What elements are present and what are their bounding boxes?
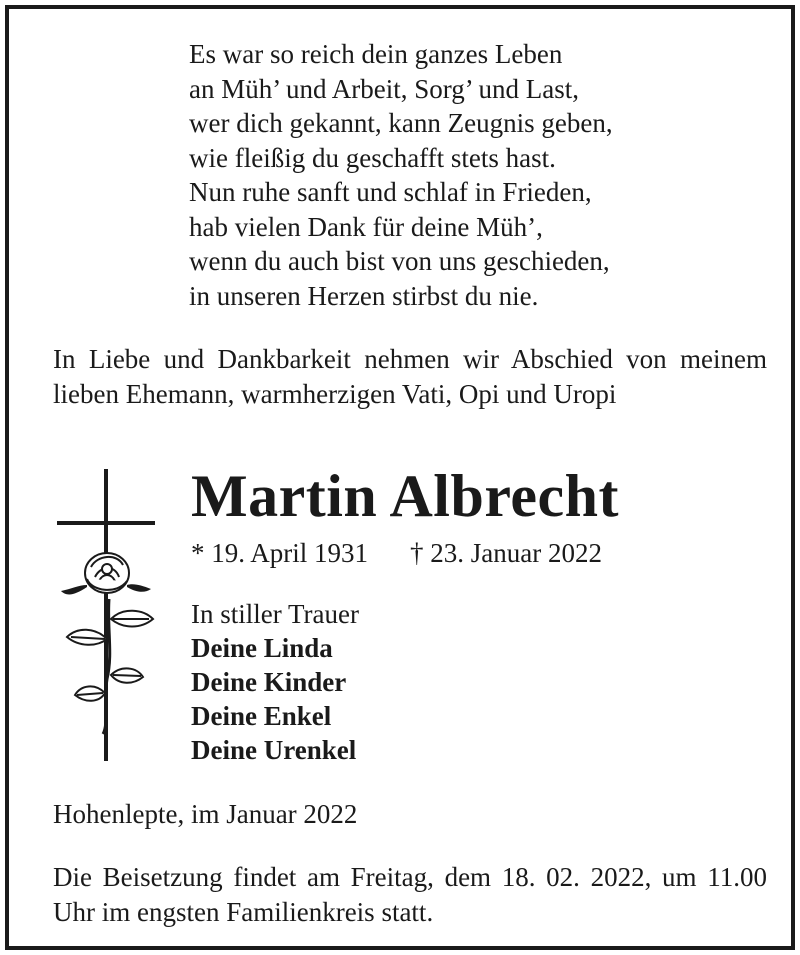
mourner-name: Deine Urenkel — [191, 735, 357, 765]
death-date: † 23. Januar 2022 — [410, 538, 602, 568]
mourner-name: Deine Enkel — [191, 701, 332, 731]
mourners-heading: In stiller Trauer — [191, 599, 359, 629]
birth-date: * 19. April 1931 — [191, 538, 369, 568]
poem-line: an Müh’ und Arbeit, Sorg’ und Last, — [189, 73, 579, 104]
cross-with-rose-icon — [57, 469, 167, 764]
mourner-name: Deine Linda — [191, 633, 333, 663]
life-dates — [191, 535, 602, 571]
intro-text: In Liebe und Dankbarkeit nehmen wir Abschied von meinem lieben Ehemann, warmherzigen Vati, Opi und Uropi — [53, 344, 767, 409]
poem-line: Es war so reich dein ganzes Leben — [189, 39, 563, 69]
poem — [189, 37, 613, 313]
place-date: Hohenlepte, im Januar 2022 — [53, 799, 358, 829]
poem-line: wie fleißig du geschafft stets hast. — [189, 142, 556, 173]
funeral-notice: Die Beisetzung findet am Freitag, dem 18. 02. 2022, um 11.00 Uhr im engsten Familienkreis statt. — [53, 862, 767, 927]
mourner-name: Deine Kinder — [191, 667, 347, 697]
poem-line: in unseren Herzen stirbst du nie. — [189, 280, 539, 311]
poem-line: wer dich gekannt, kann Zeugnis geben, — [189, 108, 613, 138]
deceased-name: Martin Albrecht — [191, 463, 619, 529]
poem-line: hab vielen Dank für deine Müh’, — [189, 211, 543, 242]
poem-line: Nun ruhe sanft und schlaf in Frieden, — [189, 177, 592, 207]
mourners — [191, 597, 359, 767]
obituary-frame — [5, 5, 795, 950]
poem-line: wenn du auch bist von uns geschieden, — [189, 246, 610, 276]
